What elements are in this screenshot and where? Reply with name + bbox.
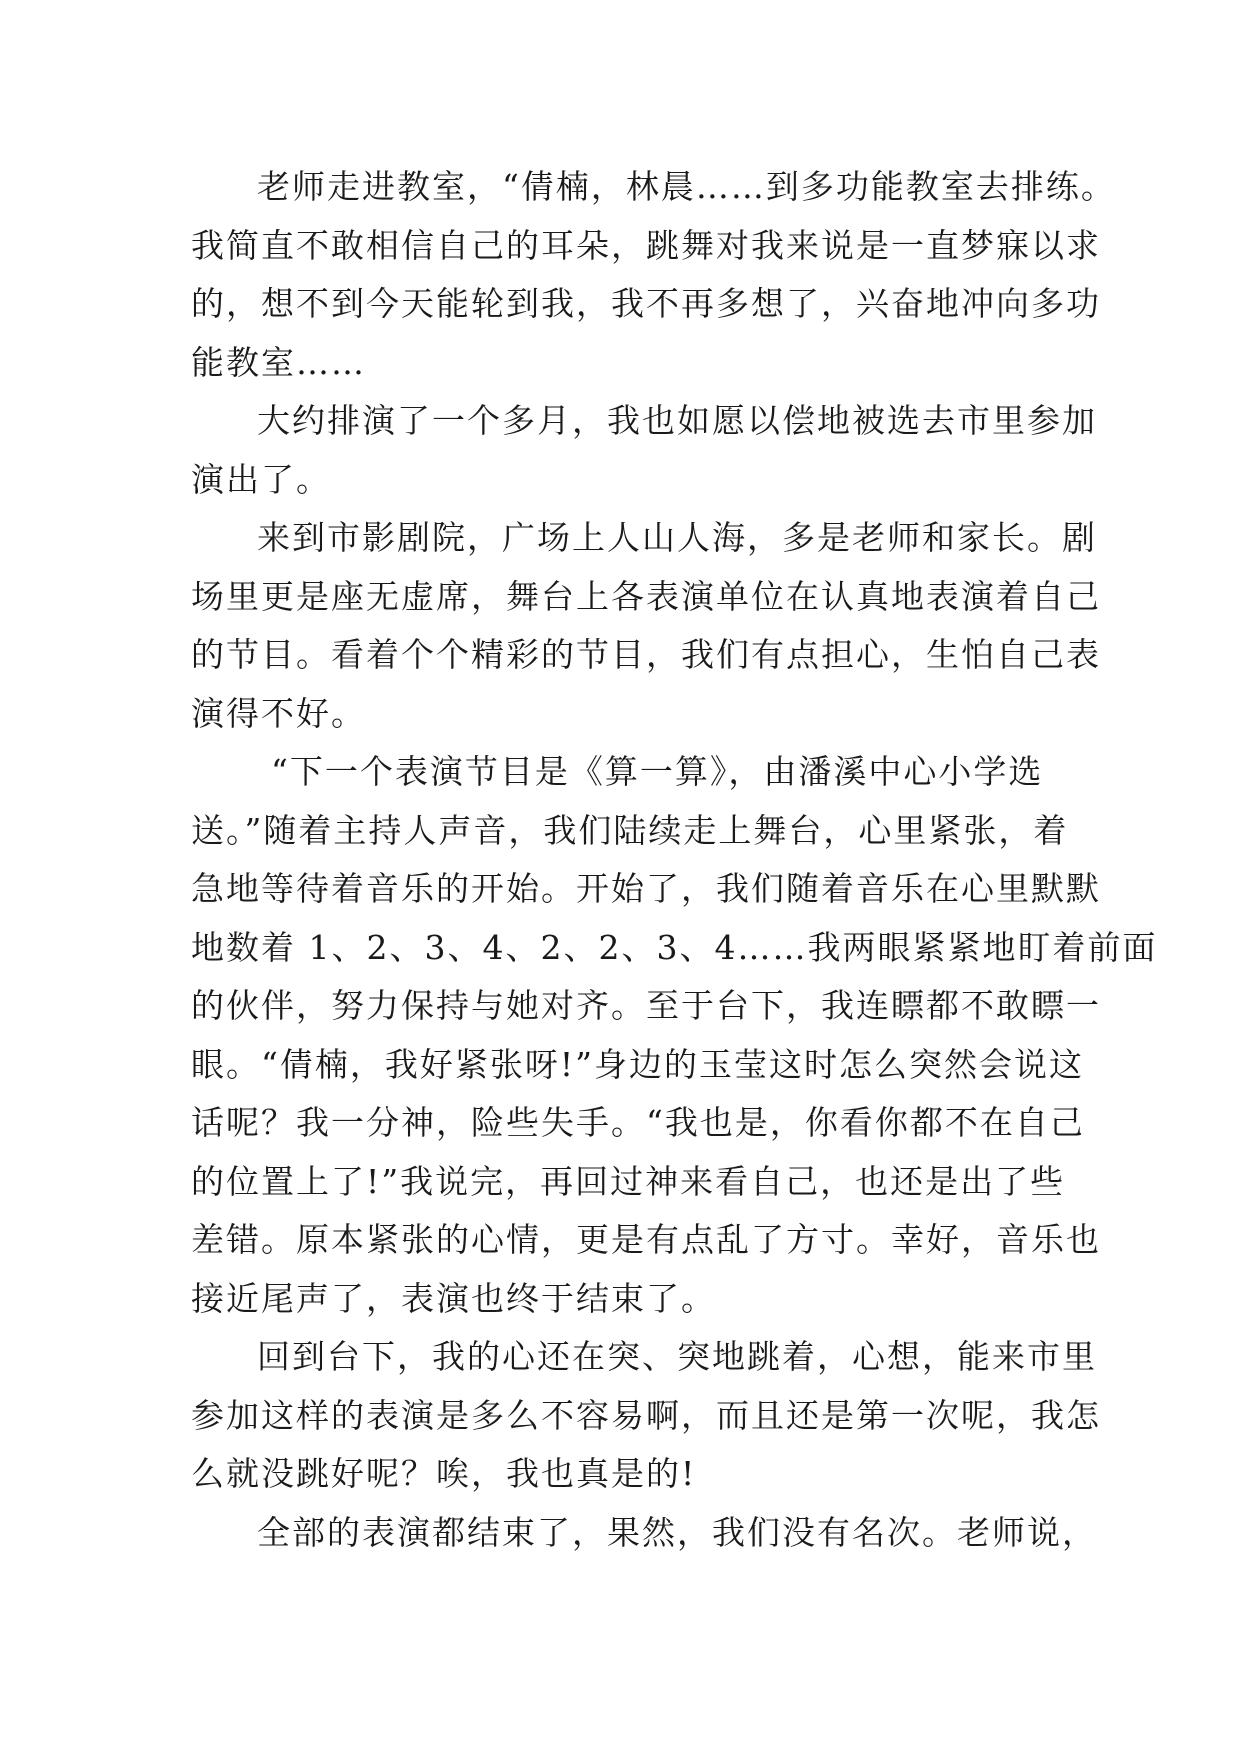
text-line-5: 大约排演了一个多月，我也如愿以偿地被选去市里参加 <box>257 401 1097 440</box>
text-line-3: 的，想不到今天能轮到我，我不再多想了，兴奋地冲向多功 <box>191 284 1101 323</box>
text-line-16: 眼。“倩楠，我好紧张呀!”身边的玉莹这时怎么突然会说这 <box>191 1044 1085 1084</box>
text-line-15: 的伙伴，努力保持与她对齐。至于台下，我连瞟都不敢瞟一 <box>191 986 1101 1025</box>
text-line-20: 接近尾声了，表演也终于结束了。 <box>191 1278 716 1318</box>
text-line-22: 参加这样的表演是多么不容易啊，而且还是第一次呢，我怎 <box>191 1395 1101 1435</box>
text-line-7: 来到市影剧院，广场上人山人海，多是老师和家长。剧 <box>257 518 1097 557</box>
text-line-4: 能教室…… <box>191 342 366 382</box>
text-line-13: 急地等待着音乐的开始。开始了，我们随着音乐在心里默默 <box>191 869 1101 908</box>
text-line-23: 么就没跳好呢？唉，我也真是的! <box>191 1454 697 1493</box>
text-line-1: 老师走进教室，“倩楠，林晨……到多功能教室去排练。 <box>257 167 1116 206</box>
text-line-2: 我简直不敢相信自己的耳朵，跳舞对我来说是一直梦寐以求 <box>191 225 1101 265</box>
text-line-10: 演得不好。 <box>191 693 366 733</box>
text-line-19: 差错。原本紧张的心情，更是有点乱了方寸。幸好，音乐也 <box>191 1220 1101 1259</box>
text-line-24: 全部的表演都结束了，果然，我们没有名次。老师说， <box>257 1512 1097 1552</box>
body-text <box>191 158 1158 1562</box>
text-line-18: 的位置上了!”我说完，再回过神来看自己，也还是出了些 <box>191 1161 1066 1201</box>
text-line-11: “下一个表演节目是《算一算》，由潘溪中心小学选 <box>271 752 1044 791</box>
text-line-21: 回到台下，我的心还在突、突地跳着，心想，能来市里 <box>257 1337 1097 1376</box>
text-line-6: 演出了。 <box>191 459 331 499</box>
text-line-9: 的节目。看着个个精彩的节目，我们有点担心，生怕自己表 <box>191 635 1101 674</box>
text-line-17: 话呢？我一分神，险些失手。“我也是，你看你都不在自己 <box>191 1103 1085 1142</box>
text-line-8: 场里更是座无虚席，舞台上各表演单位在认真地表演着自己 <box>191 576 1101 616</box>
text-line-14: 地数着 1、2、3、4、2、2、3、4……我两眼紧紧地盯着前面 <box>191 927 1158 967</box>
text-line-12: 送。”随着主持人声音，我们陆续走上舞台，心里紧张，着 <box>191 810 1069 850</box>
